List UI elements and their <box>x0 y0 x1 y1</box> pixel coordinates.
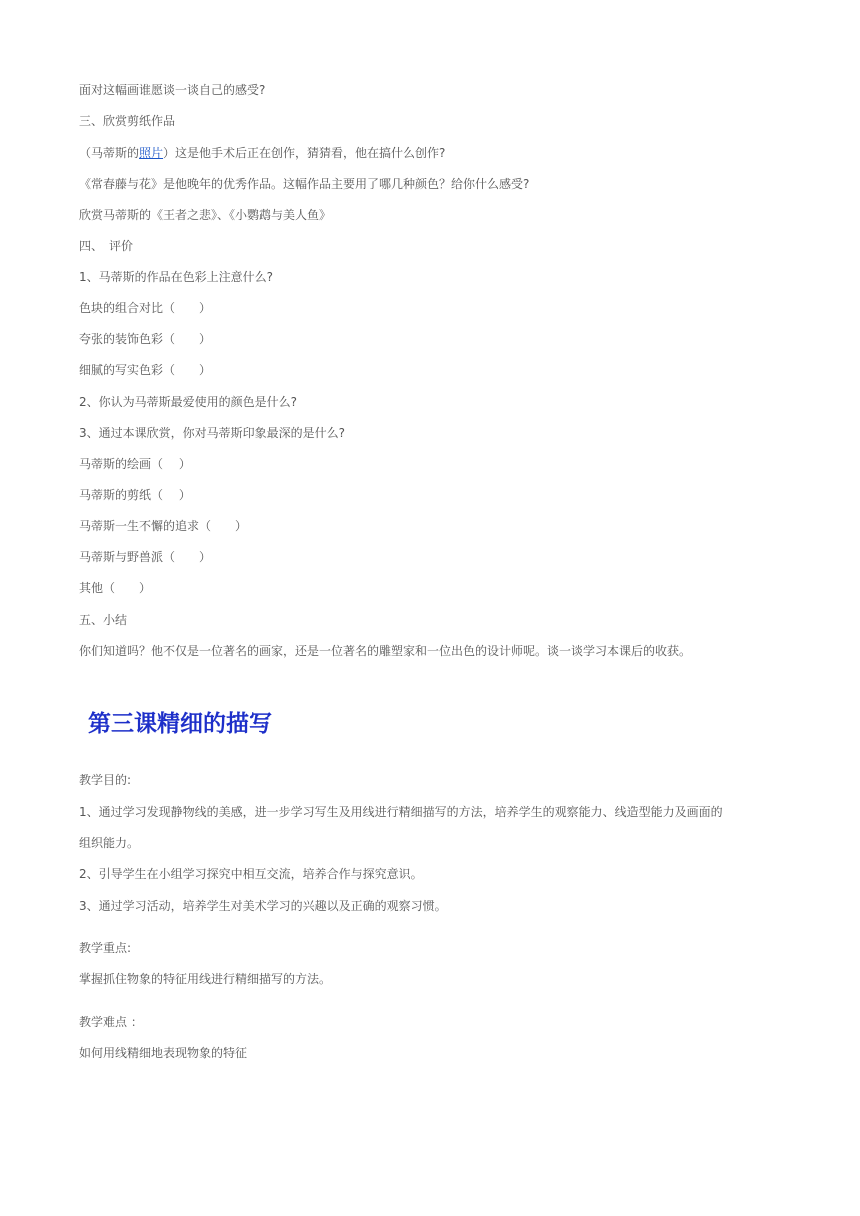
photo-text-line <box>79 145 445 161</box>
option-line: 马蒂斯一生不懈的追求（ ） <box>79 519 248 533</box>
option-line: 细腻的写实色彩（ ） <box>79 363 212 377</box>
question-line: 1、马蒂斯的作品在色彩上注意什么? <box>79 270 274 284</box>
summary-text: 你们知道吗？他不仅是一位著名的画家，还是一位著名的雕塑家和一位出色的设计师呢。谈一谈学习本课后的收获。 <box>79 644 692 658</box>
text-line: 面对这幅画谁愿谈一谈自己的感受? <box>79 83 266 97</box>
photo-link[interactable]: 照片 <box>139 146 164 160</box>
section-heading-summary: 五、小结 <box>79 613 128 627</box>
option-line: 马蒂斯的绘画（ ） <box>79 457 191 471</box>
key-point-text: 掌握抓住物象的特征用线进行精细描写的方法。 <box>79 972 332 986</box>
question-line: 2、你认为马蒂斯最爱使用的颜色是什么? <box>79 395 298 409</box>
text-line: 欣赏马蒂斯的《王者之悲》、《小鹦鹉与美人鱼》 <box>79 208 332 222</box>
option-line: 马蒂斯与野兽派（ ） <box>79 550 212 564</box>
option-line: 夸张的装饰色彩（ ） <box>79 332 212 346</box>
option-line: 其他（ ） <box>79 581 152 595</box>
goal-item-continued: 组织能力。 <box>79 836 140 850</box>
question-line: 3、通过本课欣赏，你对马蒂斯印象最深的是什么? <box>79 426 346 440</box>
option-line: 色块的组合对比（ ） <box>79 301 212 315</box>
photo-line-prefix: （马蒂斯的 <box>79 146 140 160</box>
difficulty-label: 教学难点 ： <box>79 1015 143 1029</box>
key-point-label: 教学重点: <box>79 941 132 955</box>
goal-item: 3、通过学习活动，培养学生对美术学习的兴趣以及正确的观察习惯。 <box>79 899 447 913</box>
goal-item: 1、通过学习发现静物线的美感，进一步学习写生及用线进行精细描写的方法，培养学生的观察能力、线造型能力及画面的 <box>79 805 723 819</box>
section-heading-appreciate-paper-cut: 三、欣赏剪纸作品 <box>79 114 176 128</box>
section-heading-evaluation: 四、 评价 <box>79 239 134 253</box>
lesson-title: 第三课精细的描写 <box>88 710 272 737</box>
photo-line-suffix: ）这是他手术后正在创作，猜猜看，他在搞什么创作? <box>163 146 446 160</box>
goal-item: 2、引导学生在小组学习探究中相互交流，培养合作与探究意识。 <box>79 867 423 881</box>
text-line: 《常春藤与花》是他晚年的优秀作品。这幅作品主要用了哪几种颜色？给你什么感受? <box>79 177 530 191</box>
option-line: 马蒂斯的剪纸（ ） <box>79 488 191 502</box>
goals-label: 教学目的: <box>79 773 132 787</box>
difficulty-text: 如何用线精细地表现物象的特征 <box>79 1046 248 1060</box>
